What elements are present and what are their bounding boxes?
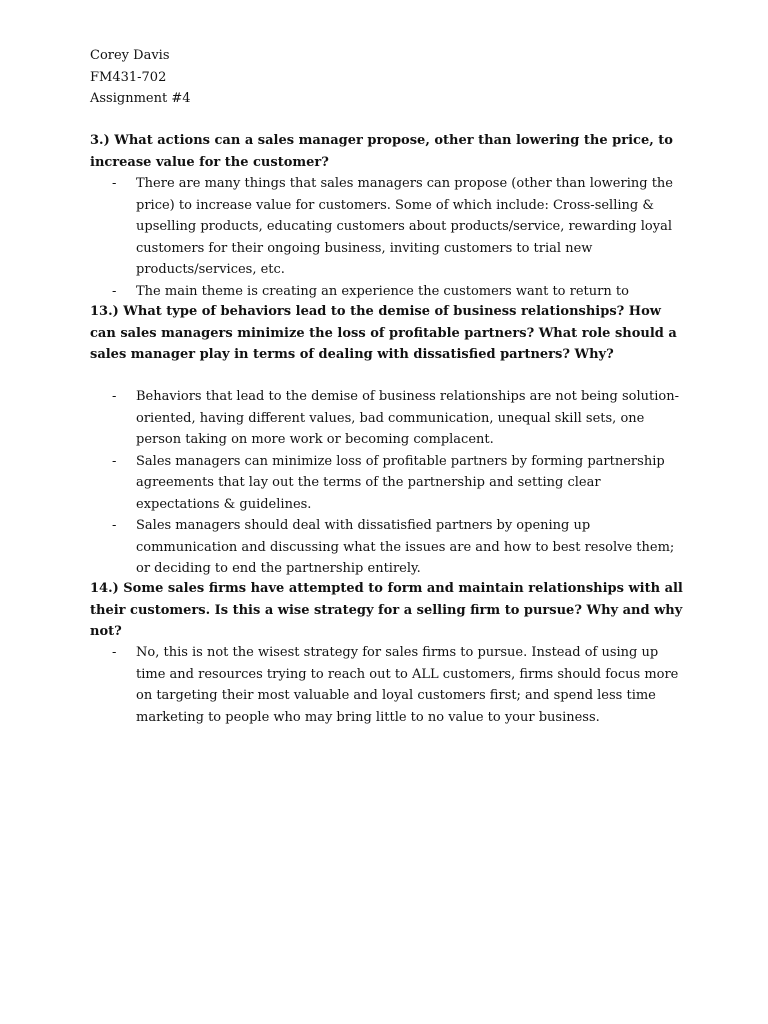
- answers-3: [112, 173, 682, 302]
- answer-item: - No, this is not the wisest strategy for sales firms to pursue. Instead of using up time and resources trying to reach out to ALL customers, firms should focus more on targeting their most valuable and loyal customers first; and spend less time marketing to people who may bring little to no value to your business.: [112, 642, 682, 728]
- answers-13: [112, 386, 682, 580]
- question-3: 3.) What actions can a sales manager propose, other than lowering the price, to increase value for the customer?: [90, 133, 673, 170]
- author-name: Corey Davis: [90, 48, 170, 63]
- course-code: FM431-702: [90, 69, 167, 85]
- bullet-dash: -: [112, 645, 117, 660]
- bullet-dash: -: [112, 176, 117, 191]
- answer-item: - There are many things that sales managers can propose (other than lowering the price) to increase value for customers. Some of which include: Cross-selling & upselling products, educating customers about products/service, rewarding loyal customers for their ongoing business, inviting customers to trial new products/services, etc.: [112, 173, 682, 281]
- bullet-dash: -: [112, 389, 117, 404]
- answer-item: - Sales managers can minimize loss of profitable partners by forming partnership agreements that lay out the terms of the partnership and setting clear expectations & guidelines.: [112, 451, 682, 516]
- question-14: 14.) Some sales firms have attempted to form and maintain relationships with all their customers. Is this a wise strategy for a selling firm to pursue? Why and why not?: [90, 581, 683, 639]
- document-header: [90, 45, 191, 110]
- bullet-dash: -: [112, 283, 117, 299]
- answer-item: - Sales managers should deal with dissatisfied partners by opening up communication and discussing what the issues are and how to best resolve them; or deciding to end the partnership entirely.: [112, 515, 682, 580]
- bullet-dash: -: [112, 453, 117, 469]
- answer-item: - Behaviors that lead to the demise of business relationships are not being solution-oriented, having different values, bad communication, unequal skill sets, one person taking on more work or becoming complacent.: [112, 386, 682, 451]
- question-13: 13.) What type of behaviors lead to the demise of business relationships? How can sales managers minimize the loss of profitable partners? What role should a sales manager play in terms of dealing with dissatisfied partners? Why?: [90, 304, 677, 362]
- assignment-title: Assignment #4: [90, 91, 191, 106]
- answer-item: - The main theme is creating an experience the customers want to return to: [112, 281, 682, 303]
- answers-14: [112, 642, 682, 728]
- bullet-dash: -: [112, 518, 117, 533]
